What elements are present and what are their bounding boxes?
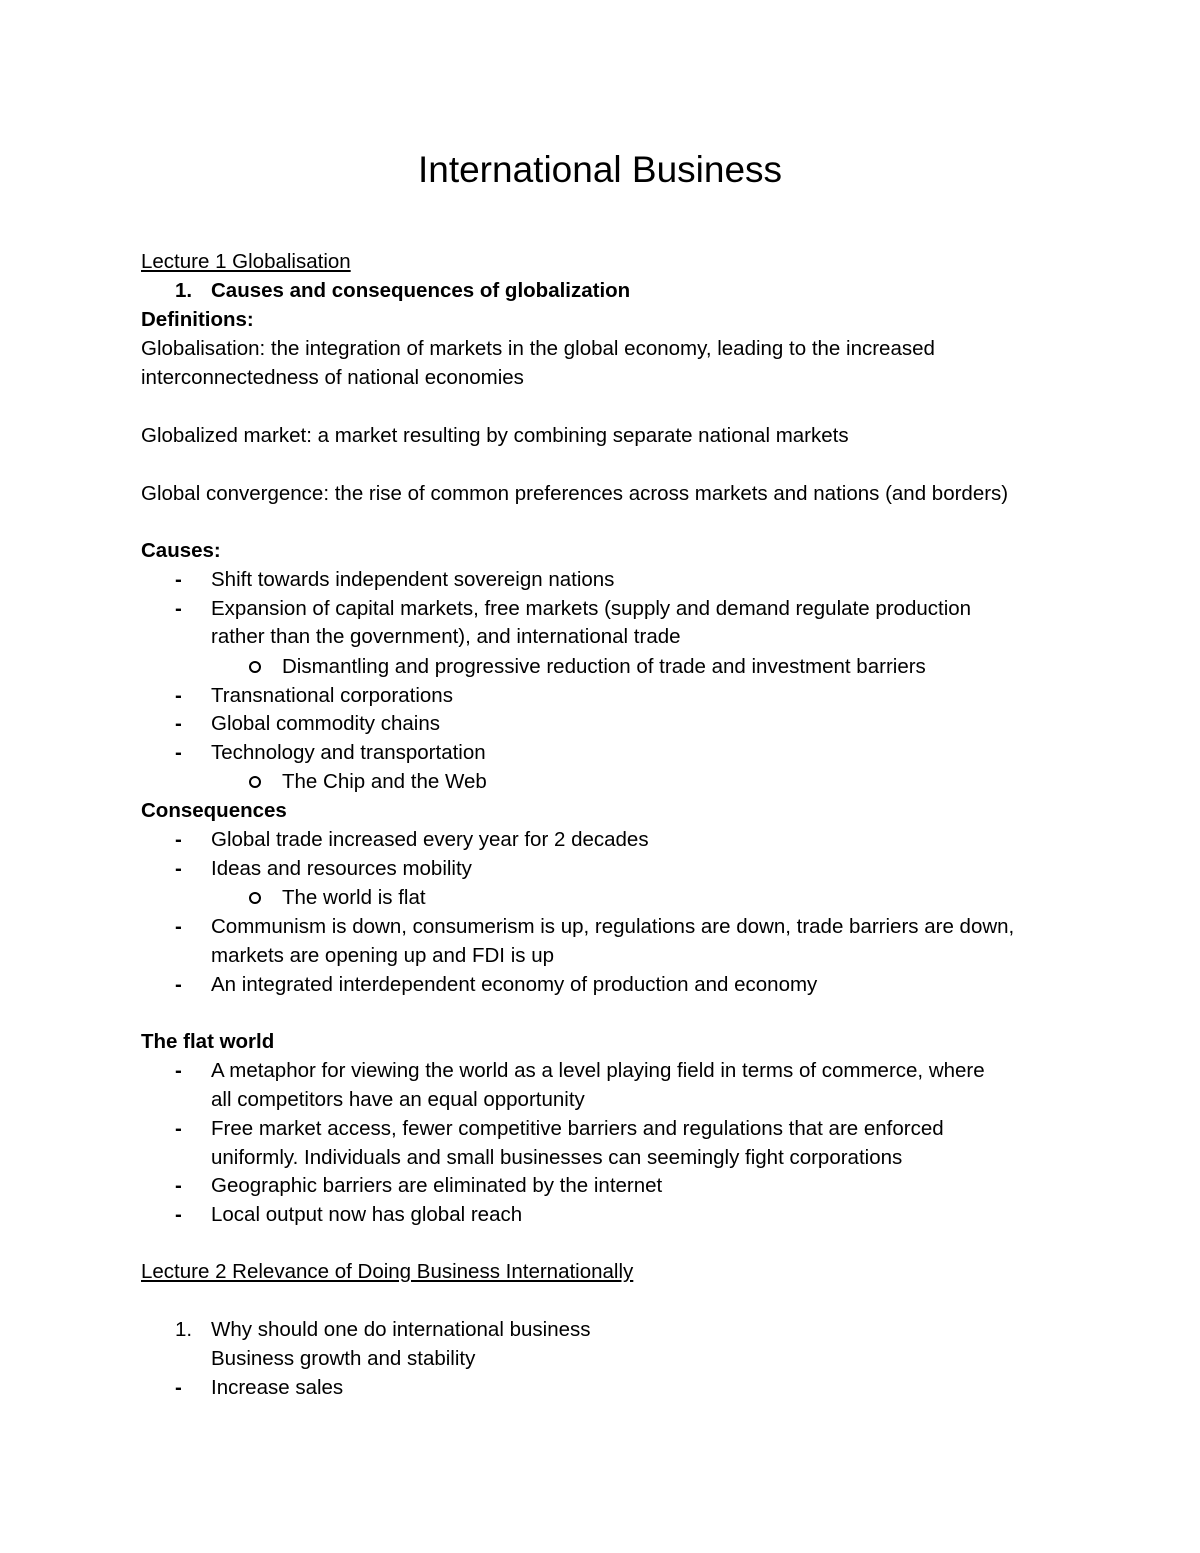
list-item: Shift towards independent sovereign nations xyxy=(211,568,615,591)
list-item-cont: Business growth and stability xyxy=(211,1347,476,1370)
bullet-dash: - xyxy=(175,597,182,620)
definition-global-convergence: Global convergence: the rise of common preferences across markets and nations (and borders) xyxy=(141,482,1009,505)
bullet-dash: - xyxy=(175,857,182,880)
bullet-dash: - xyxy=(175,712,182,735)
bullet-dash: - xyxy=(175,741,182,764)
list-item: Global trade increased every year for 2 decades xyxy=(211,828,649,851)
list-item: A metaphor for viewing the world as a level playing field in terms of commerce, where xyxy=(211,1059,985,1082)
bullet-circle-icon xyxy=(249,776,261,788)
flat-world-heading: The flat world xyxy=(141,1030,275,1053)
list-item: An integrated interdependent economy of production and economy xyxy=(211,973,818,996)
sub-list-item: Dismantling and progressive reduction of trade and investment barriers xyxy=(282,655,926,678)
bullet-dash: - xyxy=(175,1174,182,1197)
bullet-dash: - xyxy=(175,1059,182,1082)
consequences-heading: Consequences xyxy=(141,799,287,822)
definition-globalized-market: Globalized market: a market resulting by combining separate national markets xyxy=(141,424,849,447)
list-item: Local output now has global reach xyxy=(211,1203,523,1226)
list-item: Technology and transportation xyxy=(211,741,486,764)
list-number: 1. xyxy=(175,279,193,302)
list-number: 1. xyxy=(175,1318,193,1341)
list-item: Communism is down, consumerism is up, regulations are down, trade barriers are down, xyxy=(211,915,1015,938)
list-item: Increase sales xyxy=(211,1376,344,1399)
definition-globalisation: Globalisation: the integration of markets in the global economy, leading to the increased xyxy=(141,337,935,360)
bullet-dash: - xyxy=(175,684,182,707)
bullet-dash: - xyxy=(175,973,182,996)
bullet-circle-icon xyxy=(249,892,261,904)
list-item: Ideas and resources mobility xyxy=(211,857,472,880)
lecture-2-heading: Lecture 2 Relevance of Doing Business Internationally xyxy=(141,1260,634,1283)
page-title: International Business xyxy=(417,149,783,190)
lecture-1-heading: Lecture 1 Globalisation xyxy=(141,250,351,273)
list-item-cont: uniformly. Individuals and small businesses can seemingly fight corporations xyxy=(211,1146,903,1169)
bullet-dash: - xyxy=(175,915,182,938)
bullet-dash: - xyxy=(175,1117,182,1140)
causes-heading: Causes: xyxy=(141,539,221,562)
sub-list-item: The world is flat xyxy=(282,886,426,909)
sub-list-item: The Chip and the Web xyxy=(282,770,487,793)
definitions-heading: Definitions: xyxy=(141,308,254,331)
list-item-cont: markets are opening up and FDI is up xyxy=(211,944,554,967)
list-item: Expansion of capital markets, free markets (supply and demand regulate production xyxy=(211,597,972,620)
bullet-dash: - xyxy=(175,1203,182,1226)
bullet-dash: - xyxy=(175,828,182,851)
bullet-dash: - xyxy=(175,568,182,591)
bullet-circle-icon xyxy=(249,661,261,673)
list-item: Free market access, fewer competitive barriers and regulations that are enforced xyxy=(211,1117,944,1140)
bullet-dash: - xyxy=(175,1376,182,1399)
list-item: Transnational corporations xyxy=(211,684,453,707)
list-item: Why should one do international business xyxy=(211,1318,591,1341)
list-item: Global commodity chains xyxy=(211,712,441,735)
list-item: Geographic barriers are eliminated by the internet xyxy=(211,1174,663,1197)
list-item-cont: rather than the government), and international trade xyxy=(211,625,681,648)
list-item-cont: all competitors have an equal opportunity xyxy=(211,1088,585,1111)
list-item: Causes and consequences of globalization xyxy=(211,279,631,302)
definition-globalisation-cont: interconnectedness of national economies xyxy=(141,366,524,389)
